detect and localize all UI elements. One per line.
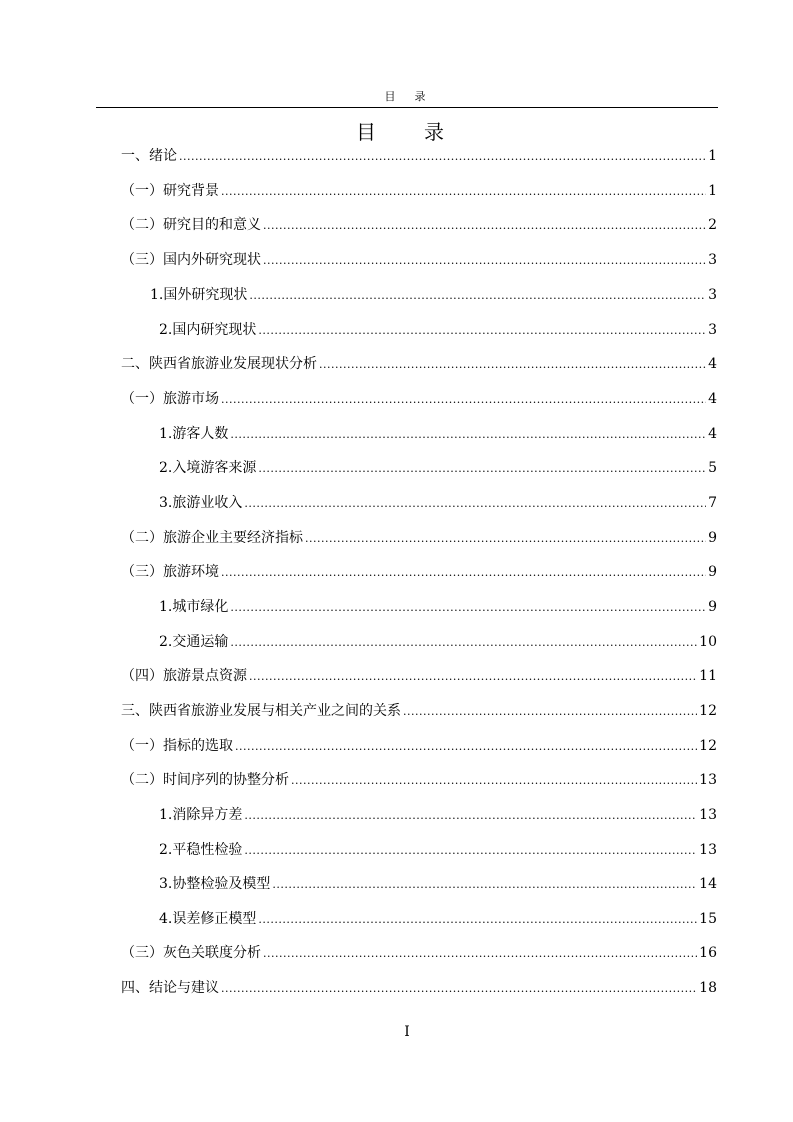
toc-entry[interactable]	[121, 737, 717, 756]
toc-entry[interactable]	[159, 425, 717, 444]
toc-entry[interactable]	[159, 841, 717, 860]
toc-entry-label: 2.入境游客来源	[159, 460, 257, 476]
toc-entry-page: 4	[708, 356, 717, 372]
toc-entry-label: 2.平稳性检验	[159, 842, 243, 858]
dot-leader	[179, 148, 706, 166]
toc-entry-label: （三）国内外研究现状	[121, 252, 261, 268]
dot-leader	[221, 564, 706, 582]
toc-entry-page: 16	[699, 945, 717, 961]
toc-entry-page: 9	[708, 564, 717, 580]
toc-entry-label: 四、结论与建议	[121, 980, 219, 996]
toc-entry-label: （三）灰色关联度分析	[121, 945, 261, 961]
toc-entry-page: 10	[699, 634, 717, 650]
dot-leader	[258, 322, 706, 340]
toc-entry-label: 4.误差修正模型	[159, 911, 257, 927]
toc-entry-page: 4	[708, 391, 717, 407]
toc-entry-label: （二）旅游企业主要经济指标	[121, 530, 303, 546]
toc-entry-label: （一）指标的选取	[121, 738, 233, 754]
toc-entry-page: 9	[708, 530, 717, 546]
toc-entry[interactable]	[121, 702, 717, 721]
dot-leader	[244, 495, 706, 513]
toc-entry[interactable]	[121, 182, 717, 201]
toc-entry[interactable]	[121, 667, 717, 686]
dot-leader	[403, 703, 697, 721]
toc-entry[interactable]	[121, 147, 717, 166]
dot-leader	[249, 287, 706, 305]
dot-leader	[230, 634, 697, 652]
toc-entry-label: （二）研究目的和意义	[121, 217, 261, 233]
toc-entry[interactable]	[159, 459, 717, 478]
toc-entry-label: 1.城市绿化	[159, 599, 229, 615]
toc-entry[interactable]	[121, 390, 717, 409]
dot-leader	[244, 807, 697, 825]
toc-entry[interactable]	[121, 979, 717, 998]
dot-leader	[249, 668, 697, 686]
toc-entry[interactable]	[121, 355, 717, 374]
toc-entry[interactable]	[159, 633, 717, 652]
toc-entry-label: 三、陕西省旅游业发展与相关产业之间的关系	[121, 703, 401, 719]
toc-entry-label: 一、绪论	[121, 148, 177, 164]
page-number: I	[404, 1024, 410, 1040]
toc-entry[interactable]	[121, 944, 717, 963]
toc-entry-page: 7	[708, 495, 717, 511]
dot-leader	[305, 530, 706, 548]
toc-entry[interactable]	[121, 529, 717, 548]
toc-entry-page: 14	[699, 876, 717, 892]
toc-entry-page: 3	[708, 252, 717, 268]
dot-leader	[221, 183, 706, 201]
toc-entry[interactable]	[121, 251, 717, 270]
toc-entry-page: 13	[699, 807, 717, 823]
toc-entry-page: 3	[708, 287, 717, 303]
toc-entry-page: 2	[708, 217, 717, 233]
toc-entry-label: 3.协整检验及模型	[159, 876, 271, 892]
toc-entry-page: 15	[699, 911, 717, 927]
toc-entry-page: 12	[699, 738, 717, 754]
toc-entry[interactable]	[150, 286, 717, 305]
dot-leader	[263, 945, 697, 963]
toc-entry-label: 2.交通运输	[159, 634, 229, 650]
toc-entry-page: 9	[708, 599, 717, 615]
toc-entry[interactable]	[159, 494, 717, 513]
toc-entry-label: 二、陕西省旅游业发展现状分析	[121, 356, 317, 372]
toc-entry-page: 4	[708, 426, 717, 442]
toc-entry-page: 1	[708, 148, 717, 164]
toc-entry-page: 3	[708, 322, 717, 338]
toc-entry[interactable]	[121, 771, 717, 790]
dot-leader	[230, 599, 706, 617]
toc-entry-label: 1.国外研究现状	[150, 287, 248, 303]
toc-entry-page: 13	[699, 842, 717, 858]
toc-entry-label: 1.消除异方差	[159, 807, 243, 823]
toc-entry-label: （一）研究背景	[121, 183, 219, 199]
toc-title: 目 录	[356, 120, 458, 144]
toc-entry-label: 3.旅游业收入	[159, 495, 243, 511]
toc-entry-label: （三）旅游环境	[121, 564, 219, 580]
toc-entry[interactable]	[159, 875, 717, 894]
running-header: 目 录	[384, 90, 430, 103]
dot-leader	[258, 911, 697, 929]
toc-entry-label: （一）旅游市场	[121, 391, 219, 407]
toc-entry[interactable]	[159, 910, 717, 929]
dot-leader	[235, 738, 697, 756]
toc-entry-label: 1.游客人数	[159, 426, 229, 442]
toc-entry-page: 11	[699, 668, 717, 684]
dot-leader	[258, 460, 706, 478]
dot-leader	[319, 356, 706, 374]
toc-entry-page: 1	[708, 183, 717, 199]
toc-entry-page: 13	[699, 772, 717, 788]
toc-entry[interactable]	[159, 321, 717, 340]
toc-entry-label: 2.国内研究现状	[159, 322, 257, 338]
toc-entry-label: （二）时间序列的协整分析	[121, 772, 289, 788]
dot-leader	[263, 217, 706, 235]
toc-entry-label: （四）旅游景点资源	[121, 668, 247, 684]
dot-leader	[221, 391, 706, 409]
toc-entry-page: 5	[708, 460, 717, 476]
dot-leader	[244, 842, 697, 860]
toc-entry[interactable]	[121, 563, 717, 582]
dot-leader	[230, 426, 706, 444]
toc-entry-page: 18	[699, 980, 717, 996]
dot-leader	[221, 980, 697, 998]
dot-leader	[263, 252, 706, 270]
dot-leader	[291, 772, 697, 790]
toc-entry[interactable]	[121, 216, 717, 235]
toc-entry[interactable]	[159, 806, 717, 825]
toc-entry[interactable]	[159, 598, 717, 617]
toc-entry-page: 12	[699, 703, 717, 719]
dot-leader	[272, 876, 697, 894]
